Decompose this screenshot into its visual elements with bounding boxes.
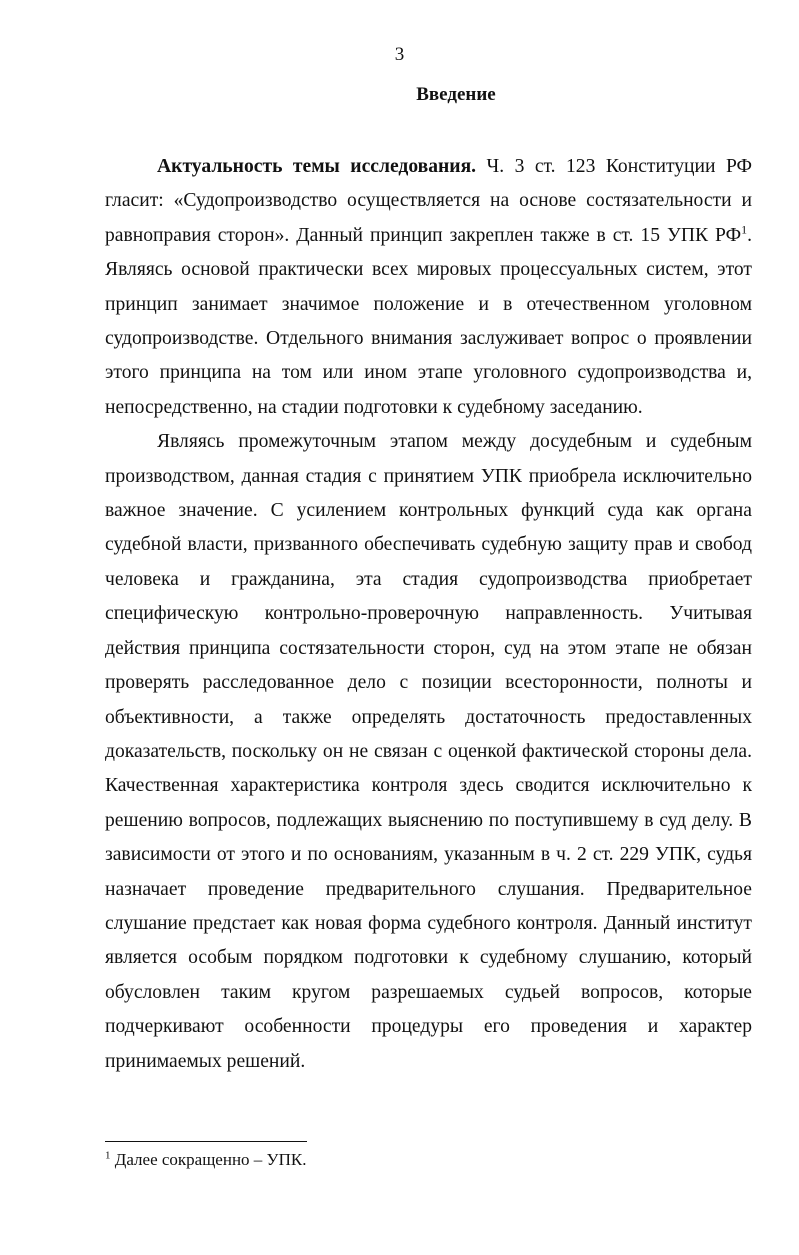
footnote xyxy=(105,1150,306,1170)
page-number: 3 xyxy=(394,44,405,65)
paragraph-text: Ч. 3 ст. 123 Конституции РФ гласит: «Судопроизводство осуществляется на основе состязательности и равноправия сторон». Данный принцип закреплен также в ст. 15 УПК РФ xyxy=(105,156,752,246)
paragraph-stage: Являясь промежуточным этапом между досудебным и судебным производством, данная стадия с принятием УПК приобрела исключительно важное значение. С усилением контрольных функций суда как органа судебной власти, призванного обеспечивать судебную защиту прав и свобод человека и гражданина, эта стадия судопроизводства приобретает специфическую контрольно-проверочную направленность. Учитывая действия принципа состязательности сторон, суд на этом этапе не обязан проверять расследованное дело с позиции всесторонности, полноты и объективности, а также определять достаточность предоставленных доказательств, поскольку он не связан с оценкой фактической стороны дела. Качественная характеристика контроля здесь сводится исключительно к решению вопросов, подлежащих выяснению по поступившему в суд делу. В зависимости от этого и по основаниям, указанным в ч. 2 ст. 229 УПК, судья назначает проведение предварительного слушания. Предварительное слушание предстает как новая форма судебного контроля. Данный институт является особым порядком подготовки к судебному слушанию, который обусловлен таким кругом разрешаемых судьей вопросов, которые подчеркивают особенности процедуры его проведения и характер принимаемых решений. xyxy=(105,431,752,1072)
footnote-divider xyxy=(105,1141,307,1142)
footnote-text: Далее сокращенно – УПК. xyxy=(110,1150,307,1169)
paragraph-lead: Актуальность темы исследования. xyxy=(157,156,477,177)
body-text xyxy=(105,150,752,1079)
paragraph-relevance xyxy=(105,150,752,425)
page-title: Введение xyxy=(416,84,496,105)
footnote-reference: 1 xyxy=(741,222,748,237)
paragraph-text: . Являясь основой практически всех мировых процессуальных систем, этот принцип занимает значимое положение и в отечественном уголовном судопроизводстве. Отдельного внимания заслуживает вопрос о проявлении этого принципа на том или ином этапе уголовного судопроизводства и, непосредственно, на стадии подготовки к судебному заседанию. xyxy=(105,224,752,418)
footnote-marker: 1 xyxy=(105,1149,111,1162)
